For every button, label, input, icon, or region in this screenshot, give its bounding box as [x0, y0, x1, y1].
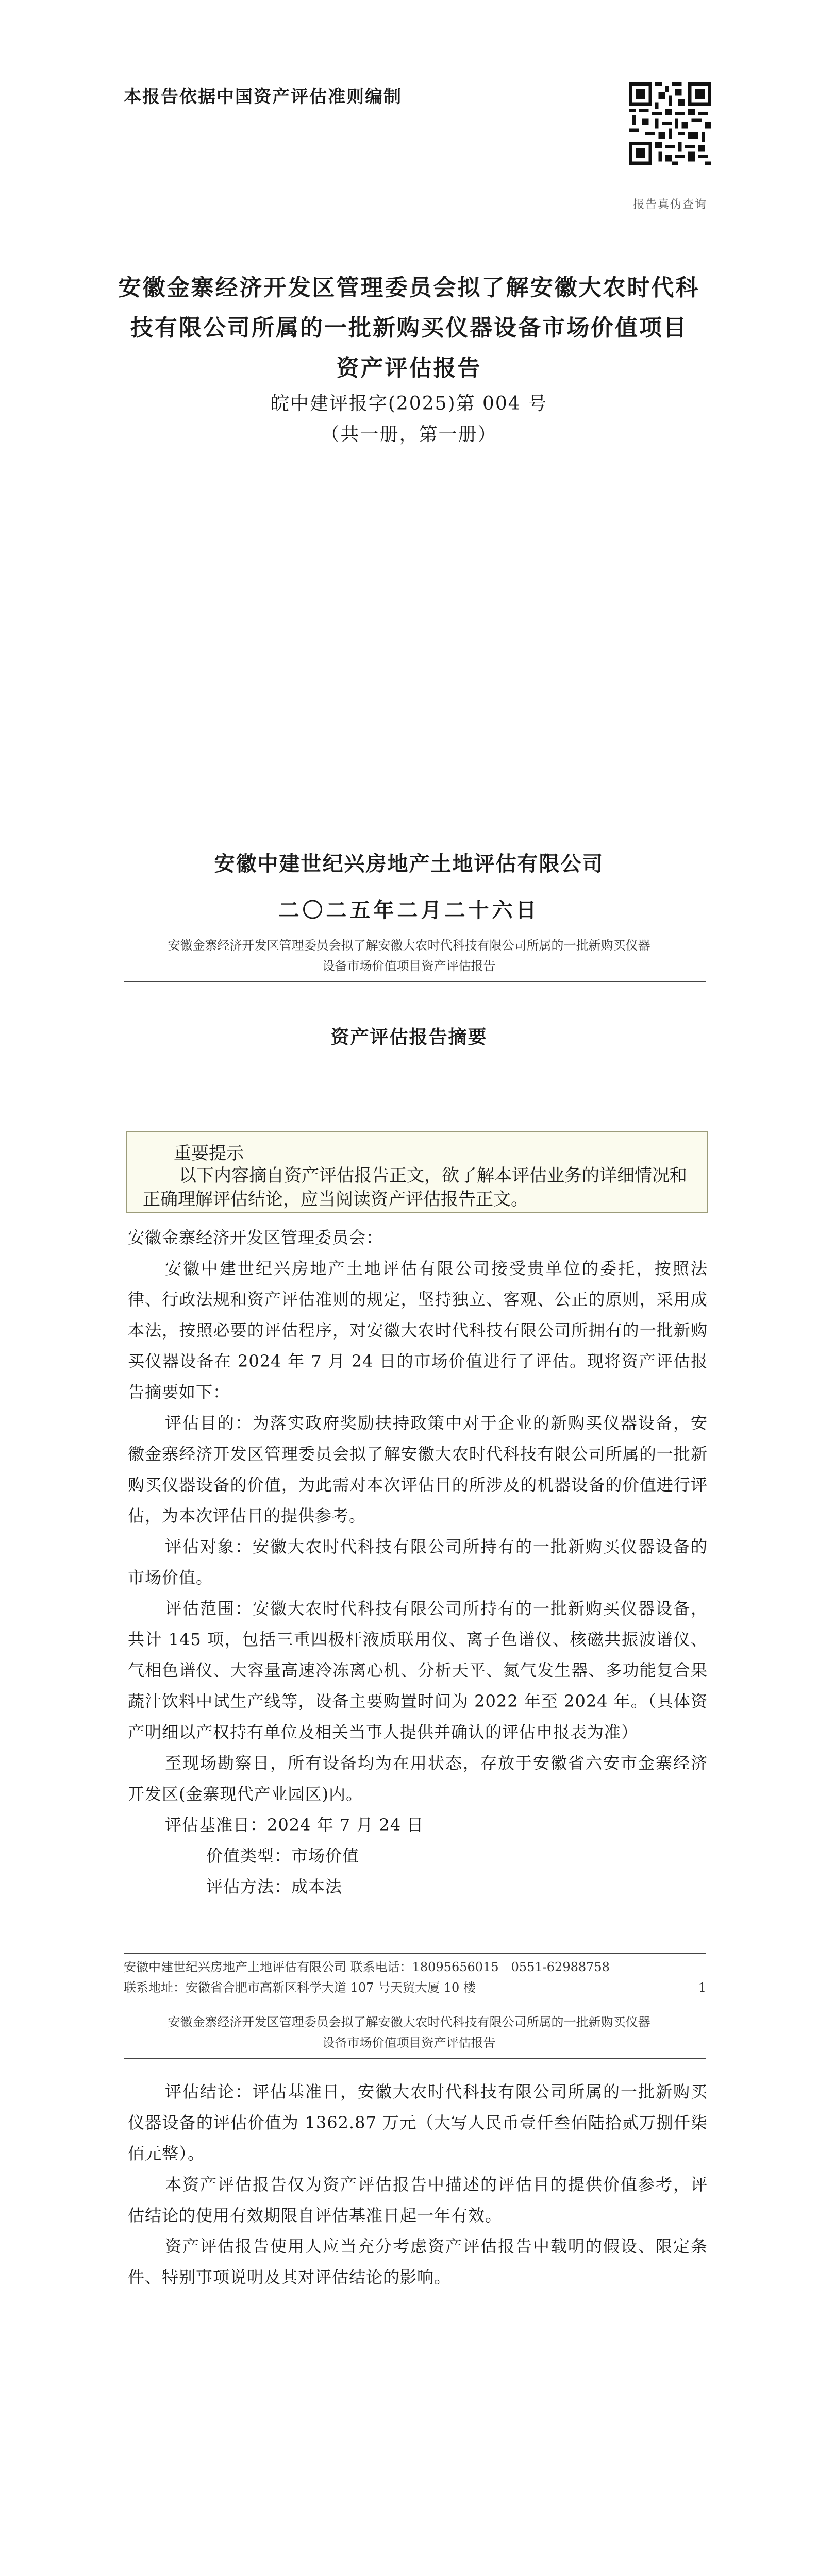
important-notice-box [126, 1131, 708, 1213]
running-header [0, 935, 818, 976]
standards-basis-note: 本报告依据中国资产评估准则编制 [124, 87, 402, 107]
report-title-line-3: 资产评估报告 [336, 355, 482, 381]
salutation: 安徽金寨经济开发区管理委员会： [128, 1228, 383, 1247]
site-status-paragraph: 至现场勘察日，所有设备均为在用状态，存放于安徽省六安市金寨经济开发区(金寨现代产业园区)内。 [128, 1753, 708, 1804]
base-date-line: 评估基准日：2024 年 7 月 24 日 [165, 1815, 424, 1835]
report-date: 二〇二五年二月二十六日 [278, 899, 540, 922]
intro-paragraph: 安徽中建世纪兴房地产土地评估有限公司接受贵单位的委托，按照法律、行政法规和资产评估准则的规定，坚持独立、客观、公正的原则，采用成本法，按照必要的评估程序，对安徽大农时代科技有限公司所拥有的一批新购买仪器设备在 2024 年 7 月 24 日的市场价值进行了评估。现将资产评估报告摘要如下： [128, 1259, 708, 1402]
method-line: 评估方法：成本法 [206, 1877, 343, 1896]
page-footer-1 [124, 1957, 706, 1998]
conclusion-body [128, 2076, 708, 2293]
summary-body [128, 1222, 708, 1902]
appraisal-firm-name: 安徽中建世纪兴房地产土地评估有限公司 [214, 852, 604, 876]
object-paragraph: 评估对象：安徽大农时代科技有限公司所持有的一批新购买仪器设备的市场价值。 [128, 1537, 708, 1587]
volume-note: （共一册，第一册） [321, 424, 497, 445]
notice-title: 重要提示 [174, 1143, 244, 1164]
validity-paragraph: 本资产评估报告仅为资产评估报告中描述的评估目的提供价值参考，评估结论的使用有效期限自评估基准日起一年有效。 [128, 2175, 708, 2225]
header-rule [124, 2058, 706, 2059]
value-type-line: 价值类型：市场价值 [206, 1846, 360, 1866]
qr-code-icon[interactable] [629, 82, 711, 165]
notice-body: 以下内容摘自资产评估报告正文，欲了解本评估业务的详细情况和正确理解评估结论，应当阅读资产评估报告正文。 [143, 1165, 687, 1210]
report-number: 皖中建评报字(2025)第 004 号 [270, 393, 548, 414]
usage-paragraph: 资产评估报告使用人应当充分考虑资产评估报告中载明的假设、限定条件、特别事项说明及其对评估结论的影响。 [128, 2236, 708, 2287]
purpose-paragraph: 评估目的：为落实政府奖励扶持政策中对于企业的新购买仪器设备，安徽金寨经济开发区管理委员会拟了解安徽大农时代科技有限公司所属的一批新购买仪器设备的价值，为此需对本次评估目的所涉及的机器设备的价值进行评估，为本次评估目的提供参考。 [128, 1413, 708, 1526]
running-header-line-2: 设备市场价值项目资产评估报告 [322, 959, 496, 973]
conclusion-paragraph: 评估结论：评估基准日，安徽大农时代科技有限公司所属的一批新购买仪器设备的评估价值为 1362.87 万元（大写人民币壹仟叁佰陆拾贰万捌仟柒佰元整）。 [128, 2082, 708, 2163]
page-number: 1 [698, 1980, 706, 1995]
report-title [0, 268, 818, 388]
scope-paragraph: 评估范围：安徽大农时代科技有限公司所持有的一批新购买仪器设备，共计 145 项，包括三重四极杆液质联用仪、离子色谱仪、核磁共振波谱仪、气相色谱仪、大容量高速冷冻离心机、分析天平、氮气发生器、多功能复合果蔬汁饮料中试生产线等，设备主要购置时间为 2022 年至 2024 年。（具体资产明细以产权持有单位及相关当事人提供并确认的评估申报表为准） [128, 1599, 708, 1742]
report-title-line-1: 安徽金寨经济开发区管理委员会拟了解安徽大农时代科 [118, 275, 700, 301]
running-header-line-1: 安徽金寨经济开发区管理委员会拟了解安徽大农时代科技有限公司所属的一批新购买仪器 [168, 2015, 650, 2029]
summary-title: 资产评估报告摘要 [330, 1027, 488, 1048]
running-header-line-2: 设备市场价值项目资产评估报告 [322, 2036, 496, 2050]
running-header [0, 2012, 818, 2053]
footer-address: 联系地址：安徽省合肥市高新区科学大道 107 号天贸大厦 10 楼 [124, 1980, 476, 1995]
header-rule [124, 981, 706, 982]
running-header-line-1: 安徽金寨经济开发区管理委员会拟了解安徽大农时代科技有限公司所属的一批新购买仪器 [168, 938, 650, 953]
qr-caption: 报告真伪查询 [632, 198, 707, 211]
report-title-line-2: 技有限公司所属的一批新购买仪器设备市场价值项目 [130, 315, 688, 341]
footer-contact: 安徽中建世纪兴房地产土地评估有限公司 联系电话：18095656015 0551-62988758 [124, 1960, 610, 1974]
footer-rule-1 [124, 1953, 706, 1954]
